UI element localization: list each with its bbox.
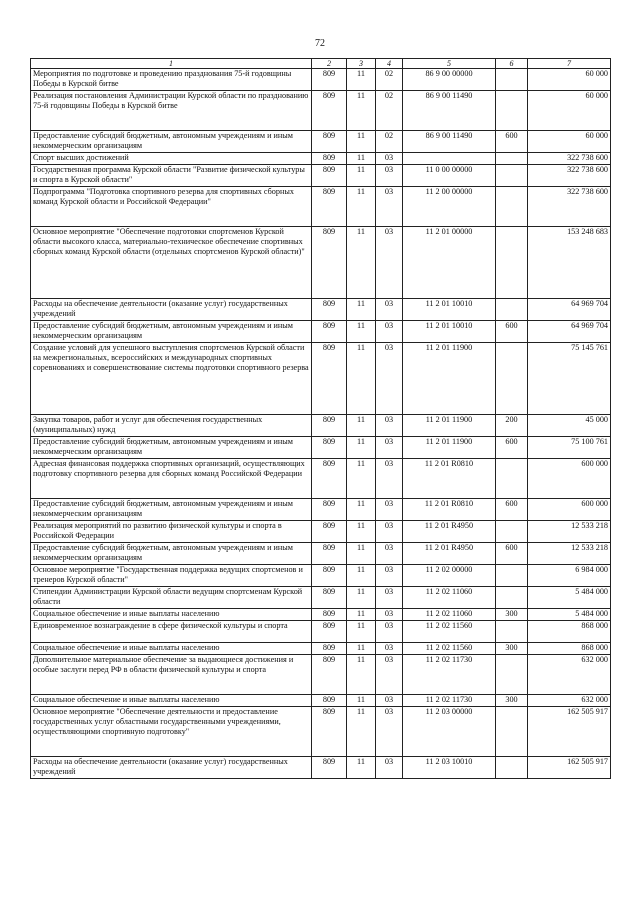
row-vr-code (496, 521, 528, 543)
row-gr-code: 809 (312, 565, 347, 587)
row-vr-code (496, 757, 528, 779)
row-pr-code: 02 (376, 69, 403, 91)
row-rz-code: 11 (347, 707, 376, 757)
page-number: 72 (315, 38, 325, 49)
row-pr-code: 03 (376, 437, 403, 459)
budget-table (30, 58, 611, 779)
row-rz-code: 11 (347, 321, 376, 343)
row-vr-code: 600 (496, 131, 528, 153)
row-rz-code: 11 (347, 565, 376, 587)
row-vr-code (496, 343, 528, 415)
row-rz-code: 11 (347, 165, 376, 187)
row-name: Предоставление субсидий бюджетным, автономным учреждениям и иным некоммерческим организациям (31, 321, 312, 343)
table-row (31, 343, 611, 415)
row-amount: 12 533 218 (528, 543, 611, 565)
row-vr-code: 300 (496, 695, 528, 707)
row-pr-code: 03 (376, 655, 403, 695)
table-body (31, 69, 611, 779)
row-pr-code: 03 (376, 543, 403, 565)
row-pr-code: 03 (376, 643, 403, 655)
row-gr-code: 809 (312, 321, 347, 343)
table-row (31, 69, 611, 91)
row-gr-code: 809 (312, 299, 347, 321)
row-name: Создание условий для успешного выступления спортсменов Курской области на межрегиональных, всероссийских и международных спортивных соревнованиях и совершенствование системы подготовки спортивного резерва (31, 343, 312, 415)
row-name: Предоставление субсидий бюджетным, автономным учреждениям и иным некоммерческим организациям (31, 499, 312, 521)
row-gr-code: 809 (312, 609, 347, 621)
row-rz-code: 11 (347, 499, 376, 521)
row-csr-code: 11 2 01 10010 (403, 321, 496, 343)
row-csr-code: 11 2 01 R4950 (403, 521, 496, 543)
row-csr-code: 11 2 02 11060 (403, 587, 496, 609)
row-csr-code: 86 9 00 11490 (403, 91, 496, 131)
table-row (31, 165, 611, 187)
table-row (31, 543, 611, 565)
row-gr-code: 809 (312, 707, 347, 757)
table-row (31, 187, 611, 227)
row-name: Стипендии Администрации Курской области ведущим спортсменам Курской области (31, 587, 312, 609)
row-amount: 162 505 917 (528, 757, 611, 779)
row-csr-code: 11 2 01 00000 (403, 227, 496, 299)
table-row (31, 587, 611, 609)
column-header: 6 (496, 59, 528, 69)
row-rz-code: 11 (347, 299, 376, 321)
table-header-row (31, 59, 611, 69)
row-name: Реализация постановления Администрации Курской области по празднованию 75-й годовщины Победы в Курской битве (31, 91, 312, 131)
row-gr-code: 809 (312, 131, 347, 153)
row-name: Реализация мероприятий по развитию физической культуры и спорта в Российской Федерации (31, 521, 312, 543)
column-header: 5 (403, 59, 496, 69)
row-vr-code (496, 655, 528, 695)
row-name: Основное мероприятие "Обеспечение деятельности и предоставление государственных услуг областными государственными учреждениями, осуществляющими спортивную подготовку" (31, 707, 312, 757)
row-rz-code: 11 (347, 521, 376, 543)
row-amount: 64 969 704 (528, 299, 611, 321)
row-vr-code (496, 187, 528, 227)
row-pr-code: 03 (376, 415, 403, 437)
row-vr-code: 600 (496, 543, 528, 565)
row-csr-code: 11 2 01 11900 (403, 415, 496, 437)
row-amount: 60 000 (528, 131, 611, 153)
row-vr-code (496, 165, 528, 187)
row-csr-code: 11 2 02 00000 (403, 565, 496, 587)
row-vr-code: 600 (496, 437, 528, 459)
row-csr-code (403, 153, 496, 165)
row-rz-code: 11 (347, 609, 376, 621)
row-vr-code (496, 459, 528, 499)
row-rz-code: 11 (347, 187, 376, 227)
row-name: Социальное обеспечение и иные выплаты населению (31, 643, 312, 655)
table-row (31, 299, 611, 321)
row-amount: 60 000 (528, 69, 611, 91)
row-pr-code: 03 (376, 227, 403, 299)
row-pr-code: 03 (376, 609, 403, 621)
row-name: Предоставление субсидий бюджетным, автономным учреждениям и иным некоммерческим организациям (31, 543, 312, 565)
row-rz-code: 11 (347, 69, 376, 91)
row-name: Мероприятия по подготовке и проведению празднования 75-й годовщины Победы в Курской битве (31, 69, 312, 91)
row-gr-code: 809 (312, 227, 347, 299)
row-gr-code: 809 (312, 153, 347, 165)
table-row (31, 415, 611, 437)
row-rz-code: 11 (347, 415, 376, 437)
row-name: Подпрограмма "Подготовка спортивного резерва для спортивных сборных команд Курской области и Российской Федерации" (31, 187, 312, 227)
row-amount: 45 000 (528, 415, 611, 437)
row-amount: 632 000 (528, 695, 611, 707)
row-gr-code: 809 (312, 655, 347, 695)
row-rz-code: 11 (347, 153, 376, 165)
row-vr-code (496, 587, 528, 609)
row-amount: 6 984 000 (528, 565, 611, 587)
row-amount: 868 000 (528, 621, 611, 643)
row-csr-code: 11 2 02 11730 (403, 695, 496, 707)
row-rz-code: 11 (347, 91, 376, 131)
row-vr-code (496, 707, 528, 757)
row-csr-code: 11 2 02 11730 (403, 655, 496, 695)
row-rz-code: 11 (347, 643, 376, 655)
row-name: Основное мероприятие "Государственная поддержка ведущих спортсменов и тренеров Курской области" (31, 565, 312, 587)
table-row (31, 521, 611, 543)
row-amount: 153 248 683 (528, 227, 611, 299)
row-csr-code: 11 2 03 10010 (403, 757, 496, 779)
row-amount: 64 969 704 (528, 321, 611, 343)
row-gr-code: 809 (312, 69, 347, 91)
table-row (31, 565, 611, 587)
table-row (31, 131, 611, 153)
table-row (31, 91, 611, 131)
row-csr-code: 86 9 00 11490 (403, 131, 496, 153)
row-amount: 60 000 (528, 91, 611, 131)
row-rz-code: 11 (347, 227, 376, 299)
row-name: Расходы на обеспечение деятельности (оказание услуг) государственных учреждений (31, 757, 312, 779)
row-pr-code: 03 (376, 459, 403, 499)
row-gr-code: 809 (312, 543, 347, 565)
row-vr-code: 600 (496, 499, 528, 521)
row-csr-code: 11 2 01 R4950 (403, 543, 496, 565)
row-csr-code: 11 2 01 R0810 (403, 499, 496, 521)
row-amount: 600 000 (528, 499, 611, 521)
row-name: Расходы на обеспечение деятельности (оказание услуг) государственных учреждений (31, 299, 312, 321)
row-name: Социальное обеспечение и иные выплаты населению (31, 609, 312, 621)
row-pr-code: 03 (376, 343, 403, 415)
row-amount: 5 484 000 (528, 609, 611, 621)
row-pr-code: 03 (376, 299, 403, 321)
table-row (31, 695, 611, 707)
row-name: Спорт высших достижений (31, 153, 312, 165)
row-csr-code: 11 0 00 00000 (403, 165, 496, 187)
row-gr-code: 809 (312, 695, 347, 707)
row-rz-code: 11 (347, 543, 376, 565)
row-name: Государственная программа Курской области "Развитие физической культуры и спорта в Курской области" (31, 165, 312, 187)
row-name: Дополнительное материальное обеспечение за выдающиеся достижения и особые заслуги перед РФ в области физической культуры и спорта (31, 655, 312, 695)
row-rz-code: 11 (347, 655, 376, 695)
row-vr-code: 200 (496, 415, 528, 437)
table-row (31, 437, 611, 459)
row-amount: 322 738 600 (528, 153, 611, 165)
row-csr-code: 11 2 01 10010 (403, 299, 496, 321)
row-name: Адресная финансовая поддержка спортивных организаций, осуществляющих подготовку спортивного резерва для сборных команд Российской Федерации (31, 459, 312, 499)
row-rz-code: 11 (347, 587, 376, 609)
row-amount: 600 000 (528, 459, 611, 499)
row-gr-code: 809 (312, 343, 347, 415)
row-pr-code: 02 (376, 91, 403, 131)
table-row (31, 499, 611, 521)
row-vr-code (496, 299, 528, 321)
table-row (31, 321, 611, 343)
table-row (31, 609, 611, 621)
row-vr-code: 600 (496, 321, 528, 343)
row-amount: 322 738 600 (528, 187, 611, 227)
table-row (31, 227, 611, 299)
row-csr-code: 11 2 02 11560 (403, 643, 496, 655)
row-amount: 5 484 000 (528, 587, 611, 609)
row-csr-code: 11 2 02 11060 (403, 609, 496, 621)
row-gr-code: 809 (312, 459, 347, 499)
row-name: Предоставление субсидий бюджетным, автономным учреждениям и иным некоммерческим организациям (31, 437, 312, 459)
row-vr-code: 300 (496, 643, 528, 655)
row-pr-code: 03 (376, 499, 403, 521)
row-pr-code: 03 (376, 521, 403, 543)
table-row (31, 757, 611, 779)
row-pr-code: 02 (376, 131, 403, 153)
row-gr-code: 809 (312, 187, 347, 227)
row-name: Предоставление субсидий бюджетным, автономным учреждениям и иным некоммерческим организациям (31, 131, 312, 153)
row-csr-code: 11 2 00 00000 (403, 187, 496, 227)
row-name: Закупка товаров, работ и услуг для обеспечения государственных (муниципальных) нужд (31, 415, 312, 437)
table-row (31, 655, 611, 695)
row-vr-code: 300 (496, 609, 528, 621)
row-pr-code: 03 (376, 187, 403, 227)
row-csr-code: 11 2 03 00000 (403, 707, 496, 757)
row-pr-code: 03 (376, 707, 403, 757)
row-gr-code: 809 (312, 499, 347, 521)
row-pr-code: 03 (376, 695, 403, 707)
row-rz-code: 11 (347, 621, 376, 643)
row-csr-code: 86 9 00 00000 (403, 69, 496, 91)
row-pr-code: 03 (376, 565, 403, 587)
row-rz-code: 11 (347, 459, 376, 499)
row-pr-code: 03 (376, 757, 403, 779)
row-gr-code: 809 (312, 643, 347, 655)
row-amount: 162 505 917 (528, 707, 611, 757)
row-name: Единовременное вознаграждение в сфере физической культуры и спорта (31, 621, 312, 643)
row-csr-code: 11 2 01 11900 (403, 437, 496, 459)
table-row (31, 707, 611, 757)
row-amount: 75 145 761 (528, 343, 611, 415)
row-gr-code: 809 (312, 587, 347, 609)
row-pr-code: 03 (376, 587, 403, 609)
table-row (31, 153, 611, 165)
row-rz-code: 11 (347, 695, 376, 707)
column-header: 7 (528, 59, 611, 69)
row-amount: 75 100 761 (528, 437, 611, 459)
row-pr-code: 03 (376, 321, 403, 343)
table-row (31, 459, 611, 499)
row-name: Социальное обеспечение и иные выплаты населению (31, 695, 312, 707)
row-vr-code (496, 69, 528, 91)
column-header: 3 (347, 59, 376, 69)
row-amount: 868 000 (528, 643, 611, 655)
row-csr-code: 11 2 01 R0810 (403, 459, 496, 499)
row-pr-code: 03 (376, 621, 403, 643)
column-header: 2 (312, 59, 347, 69)
column-header: 1 (31, 59, 312, 69)
row-vr-code (496, 153, 528, 165)
row-gr-code: 809 (312, 415, 347, 437)
row-gr-code: 809 (312, 437, 347, 459)
row-rz-code: 11 (347, 343, 376, 415)
row-amount: 632 000 (528, 655, 611, 695)
row-amount: 12 533 218 (528, 521, 611, 543)
row-gr-code: 809 (312, 621, 347, 643)
row-name: Основное мероприятие "Обеспечение подготовки спортсменов Курской области высокого класса, материально-техническое обеспечение спортивных сборных команд Курской области (отдельных спортсменов Курской области)" (31, 227, 312, 299)
row-vr-code (496, 621, 528, 643)
row-pr-code: 03 (376, 165, 403, 187)
row-pr-code: 03 (376, 153, 403, 165)
column-header: 4 (376, 59, 403, 69)
row-csr-code: 11 2 02 11560 (403, 621, 496, 643)
row-vr-code (496, 91, 528, 131)
row-gr-code: 809 (312, 757, 347, 779)
row-rz-code: 11 (347, 757, 376, 779)
row-gr-code: 809 (312, 521, 347, 543)
table-row (31, 621, 611, 643)
table-row (31, 643, 611, 655)
row-rz-code: 11 (347, 437, 376, 459)
row-gr-code: 809 (312, 165, 347, 187)
row-rz-code: 11 (347, 131, 376, 153)
row-gr-code: 809 (312, 91, 347, 131)
row-vr-code (496, 227, 528, 299)
row-vr-code (496, 565, 528, 587)
row-csr-code: 11 2 01 11900 (403, 343, 496, 415)
row-amount: 322 738 600 (528, 165, 611, 187)
